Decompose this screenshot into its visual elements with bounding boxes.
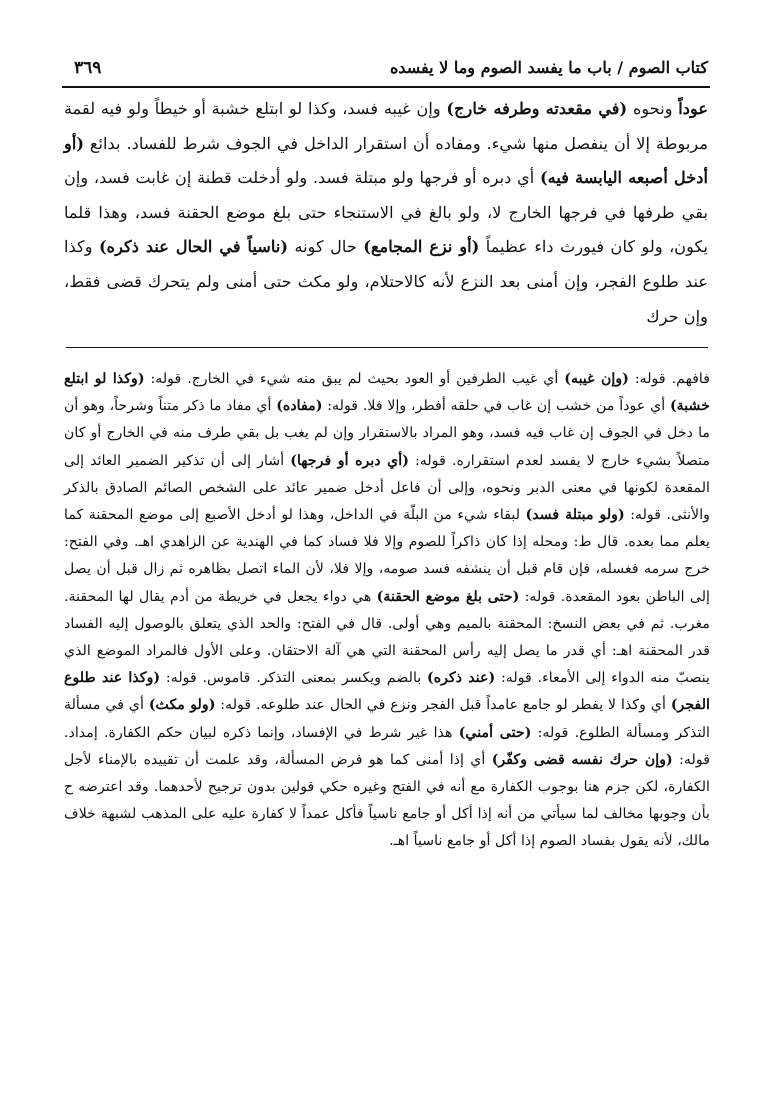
- header-rule: [62, 86, 710, 88]
- comm-lemma: (حتى بلغ موضع الحقنة): [376, 588, 520, 605]
- comm-lemma: (ولو مبتلة فسد): [525, 507, 625, 524]
- comm-run: أشار إلى أن تذكير الضمير العائد إلى المقعدة لكونها في معنى الدبر ونحوه، وإلى أن فاعل أدخل ضمير عائد على الشخص الصائم الصادق بالذكر والأنثى. قوله:: [64, 452, 711, 524]
- page-number: ٣٦٩: [74, 58, 102, 78]
- comm-lemma: (وإن حرك نفسه قضى وكفّر): [491, 751, 673, 768]
- main-run: أي دبره أو فرجها ولو مبتلة فسد. ولو أدخلت قطنة إن غابت فسد، وإن بقي طرفها في فرجها الخارج لا، ولو بالغ في الاستنجاء حتى بلغ موضع الحقنة فسد، وهذا قلما يكون، ولو كان فيورث داء عظيماً: [64, 168, 708, 257]
- commentary-paragraph: [64, 366, 710, 856]
- comm-lemma: (وكذا لو ابتلع خشبة): [64, 371, 710, 415]
- comm-run: أي غيب الطرفين أو العود بحيث لم يبق منه شيء في الخارج. قوله:: [144, 371, 565, 387]
- comm-run: لبقاء شيء من البلّة في الداخل، وهذا لو أدخل الأصبع إلى موضع المحقنة كما يعلم مما بعده. قال ط: ومحله إذا كان ذاكراً للصوم وإلا فلا فساد كما في الهندية عن الزاهدي اهـ. وفي الفتح: خرج سرمه فغسله، فإن قام قبل أن ينشفه فسد صومه، وإلا فلا، لأن الماء اتصل بظاهره ثم زال قبل أن يصل إلى الباطن بعود المقعدة. قوله:: [64, 507, 710, 605]
- comm-lemma: (وإن غيبه): [564, 371, 629, 387]
- main-phrase: عوداً: [678, 99, 709, 118]
- main-phrase: (ناسياً في الحال عند ذكره): [98, 237, 288, 257]
- main-run: حال كونه: [288, 237, 364, 257]
- comm-lemma: (أي دبره أو فرجها): [290, 452, 409, 469]
- comm-run: أي إذا أمنى كما هو فرض المسألة، وقد علمت أن تقييده بالإمناء لأجل الكفارة، لكن جزم هنا بوجوب الكفارة مع أنه في الفتح وغيره حكي قولين بدون ترجيح لأحدهما. وقد اعترضه ح بأن وجوبها مخالف لما سيأتي من أنه إذا أكل أو جامع ناسياً فأكل عمداً لا كفارة عليه على المذهب لشبهة خلاف مالك، لأنه يقول بفساد الصوم إذا أكل أو جامع ناسياً اهـ.: [64, 751, 710, 850]
- running-title: كتاب الصوم / باب ما يفسد الصوم وما لا يفسده: [389, 58, 708, 77]
- comm-lemma: (مفاده): [276, 398, 323, 415]
- main-phrase: (أو أدخل أصبعه اليابسة فيه): [64, 133, 709, 188]
- comm-run: أي مفاد ما ذكر متناً وشرحاً، وهو أن ما دخل في الجوف إن غاب فيه فسد، وهو المراد بالاستقرار وإن لم يغب بل بقي طرف منه في الخارج أو كان متصلاً بشيء خارج لا يفسد لعدم استقراره. قوله:: [64, 398, 711, 469]
- main-paragraph: [64, 92, 708, 334]
- main-run: ونحوه: [627, 99, 679, 118]
- comm-run: أي عوداً من خشب إن غاب في حلقه أفطر، وإلا فلا. قوله:: [322, 398, 670, 415]
- main-text: [64, 92, 708, 334]
- comm-run: فافهم. قوله:: [628, 371, 710, 387]
- main-phrase: (أو نزع المجامع): [363, 237, 480, 257]
- comm-lemma: (عند ذكره): [427, 670, 496, 687]
- comm-lemma: (ولو مكث): [148, 697, 216, 714]
- comm-run: أي في مسألة التذكر ومسألة الطلوع. قوله:: [64, 697, 710, 741]
- main-phrase: (في مقعدته وطرفه خارج): [446, 99, 628, 118]
- comm-run: هذا غير شرط في الإفساد، وإنما ذكره لبيان حكم الكفارة. إمداد. قوله:: [64, 724, 710, 768]
- comm-run: هي دواء يجعل في خريطة من أدم يقال لها المحقنة. مغرب. ثم في بعض النسخ: المحقنة بالميم وهي أولى. قال في الفتح: والحد الذي يتعلق بالوصول إليه الفساد قدر المحقنة اهـ: أي قدر ما يصل إليه رأس المحقنة التي هي آلة الاحتقان. وعلى الأول فالمراد الموضع الذي ينصبّ منه الدواء إلى الأمعاء. قوله:: [64, 588, 710, 687]
- commentary-text: [64, 366, 710, 856]
- comm-lemma: (وكذا عند طلوع الفجر): [64, 670, 710, 714]
- main-run: وكذا عند طلوع الفجر، وإن أمنى بعد النزع لأنه كالاحتلام، ولو مكث حتى أمنى ولم يتحرك قضى فقط، وإن حرك: [64, 237, 708, 326]
- page-header: [70, 56, 708, 86]
- comm-lemma: (حتى أمني): [458, 724, 532, 741]
- main-run: وإن غيبه فسد، وكذا لو ابتلع خشبة أو خيطاً ولو فيه لقمة مربوطة إلا أن ينفصل منها شيء. ومفاده أن استقرار الداخل في الجوف شرط للفساد. بدائع: [64, 99, 708, 153]
- comm-run: أي وكذا لا يفطر لو جامع عامداً قبل الفجر ونزع في الحال عند طلوعه. قوله:: [215, 697, 671, 714]
- section-divider: [66, 347, 708, 348]
- comm-run: بالضم ويكسر بمعنى التذكر. قاموس. قوله:: [160, 670, 428, 687]
